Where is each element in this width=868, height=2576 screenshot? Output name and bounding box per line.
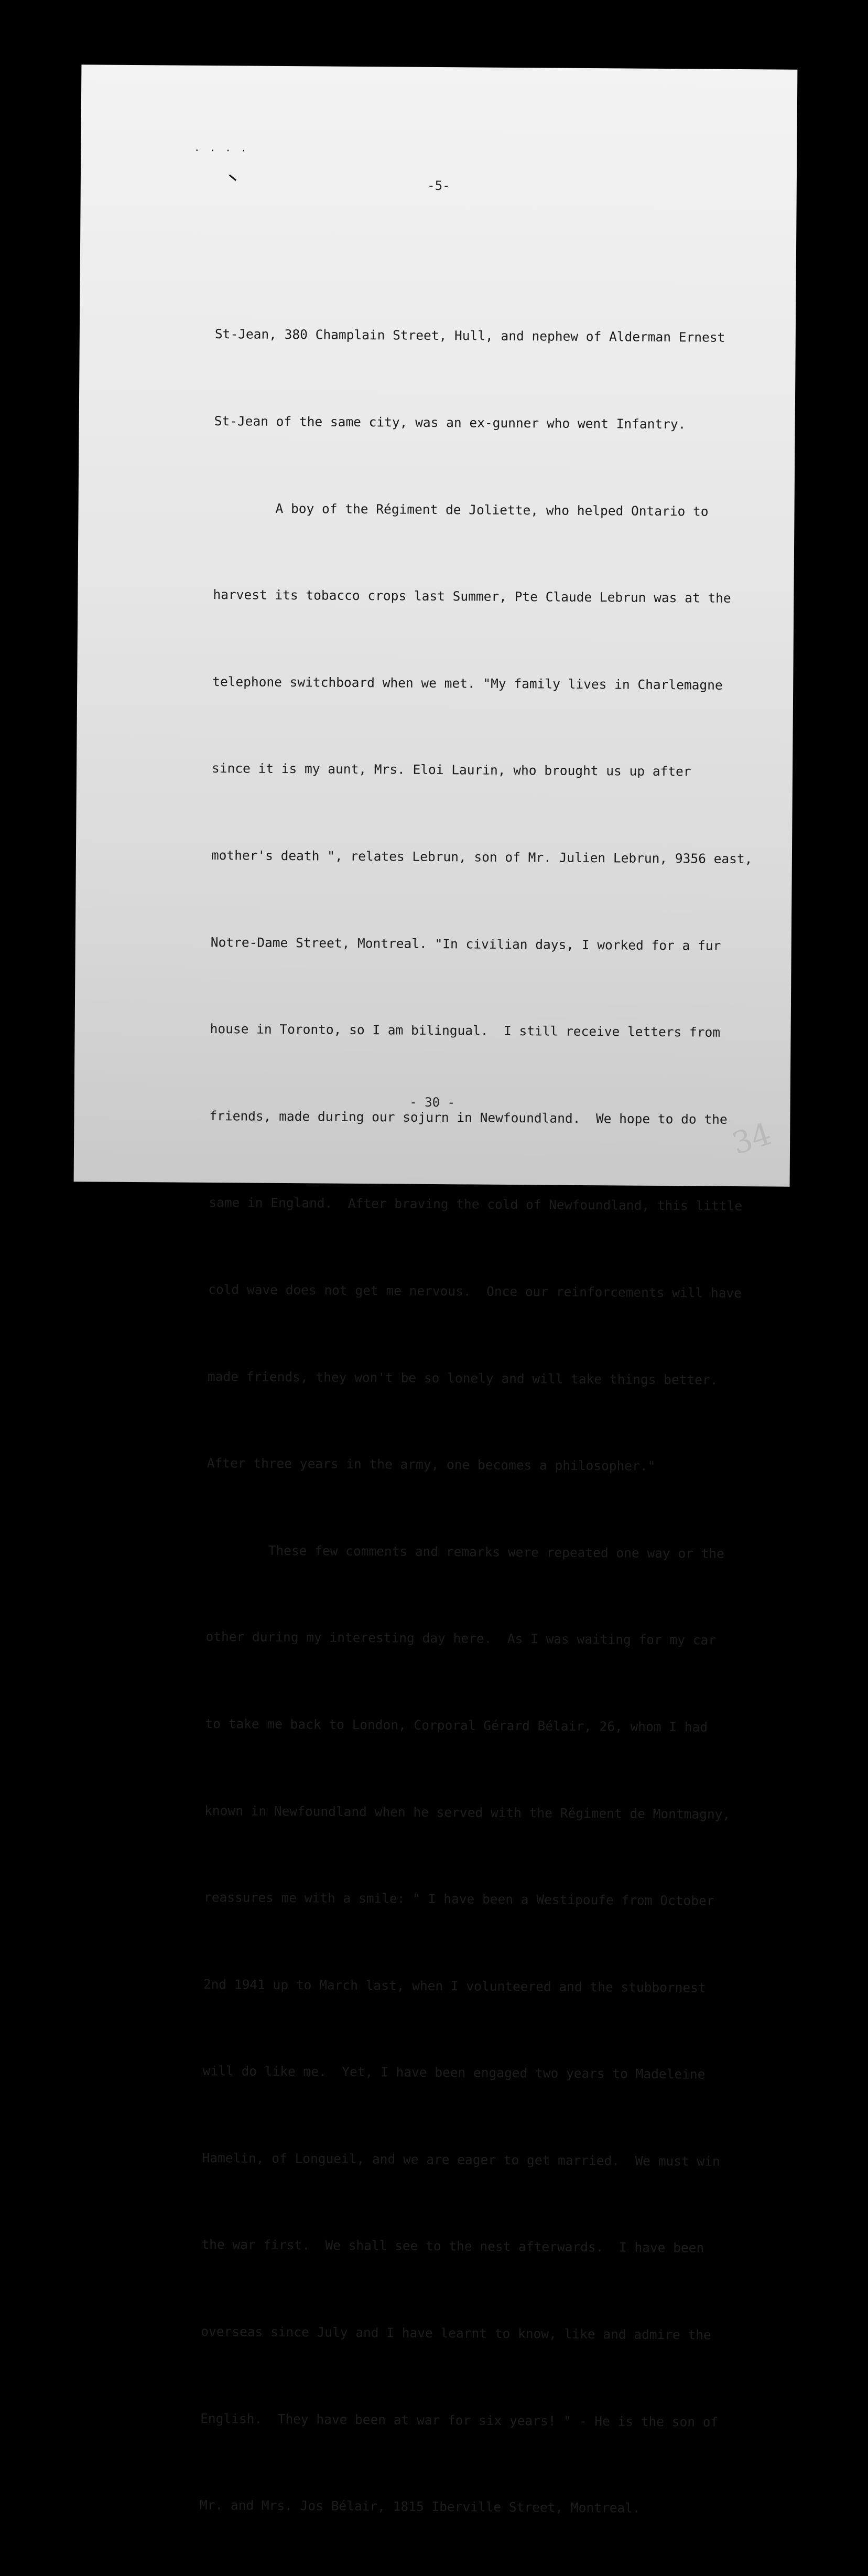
document-page [74, 65, 798, 2516]
text-line: reassures me with a smile: " I have been a Westipoufe from October [203, 1890, 714, 1908]
text-line: These few comments and remarks were repeated one way or the [206, 1542, 725, 1561]
text-line: will do like me. Yet, I have been engaged two years to Madeleine [202, 2063, 706, 2082]
text-line: house in Toronto, so I am bilingual. I still receive letters from [210, 1021, 721, 1040]
pencil-annotation: 34 [728, 1115, 776, 1162]
text-line: since it is my aunt, Mrs. Eloi Laurin, who brought us up after [211, 760, 691, 779]
text-line: St-Jean of the same city, was an ex-gunner who went Infantry. [214, 413, 686, 432]
text-line: Mr. and Mrs. Jos Bélair, 1815 Iberville Street, Montreal. [199, 2497, 641, 2516]
text-line: Notre-Dame Street, Montreal. "In civilian days, I worked for a fur [210, 934, 721, 953]
text-line: to take me back to London, Corporal Gérard Bélair, 26, whom I had [205, 1715, 708, 1735]
header-page-number: -5- [427, 178, 450, 194]
text-line: English. They have been at war for six years! " - He is the son of [200, 2410, 719, 2430]
text-line: other during my interesting day here. As I was waiting for my car [205, 1629, 717, 1648]
text-line: 2nd 1941 up to March last, when I volunteered and the stubbornest [203, 1976, 706, 1995]
text-line: harvest its tobacco crops last Summer, Pte Claude Lebrun was at the [213, 587, 731, 606]
corner-marks: · · · · [194, 145, 249, 157]
text-line: A boy of the Régiment de Joliette, who helped Ontario to [213, 500, 709, 519]
text-line: cold wave does not get me nervous. Once our reinforcements will have [208, 1281, 742, 1301]
text-line: mother's death ", relates Lebrun, son of Mr. Julien Lebrun, 9356 east, [211, 847, 753, 867]
footer-page-number: - 30 - [409, 1094, 455, 1110]
body-text [199, 262, 813, 2576]
text-line: After three years in the army, one becomes a philosopher." [207, 1455, 656, 1474]
text-line: known in Newfoundland when he served with the Régiment de Montmagny, [204, 1802, 731, 1822]
text-line: the war first. We shall see to the nest afterwards. I have been [201, 2237, 704, 2256]
text-line: overseas since July and I have learnt to know, like and admire the [201, 2324, 711, 2343]
text-line: telephone switchboard when we met. "My family lives in Charlemagne [212, 673, 723, 693]
text-line: same in England. After braving the cold of Newfoundland, this little [209, 1195, 743, 1214]
text-line: made friends, they won't be so lonely and will take things better. [207, 1368, 718, 1388]
text-line: St-Jean, 380 Champlain Street, Hull, and nephew of Alderman Ernest [214, 326, 725, 346]
text-line: friends, made during our sojurn in Newfoundland. We hope to do the [209, 1108, 728, 1127]
text-line: Hamelin, of Longueil, and we are eager to get married. We must win [202, 2150, 720, 2169]
